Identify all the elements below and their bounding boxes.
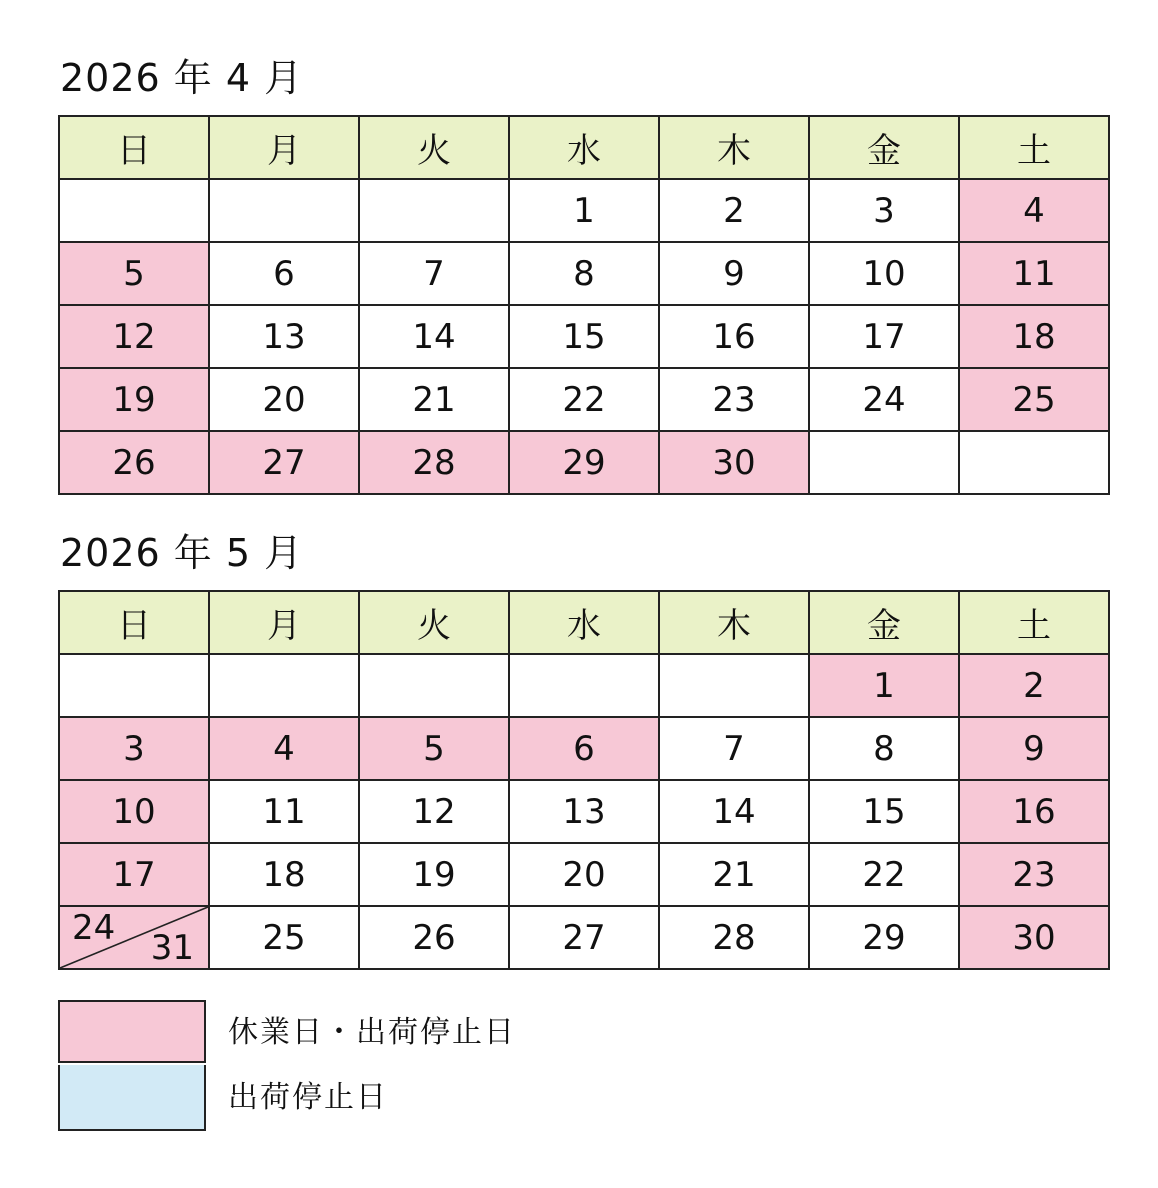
day-number-lower: 31	[150, 928, 194, 968]
day-cell: 18	[959, 305, 1109, 368]
day-cell: 8	[809, 717, 959, 780]
day-cell: 28	[359, 431, 509, 494]
day-cell: 14	[659, 780, 809, 843]
day-cell: 11	[209, 780, 359, 843]
legend-label-holiday: 休業日・出荷停止日	[228, 1015, 516, 1050]
day-cell: 15	[809, 780, 959, 843]
day-cell: 1	[809, 654, 959, 717]
week-row	[59, 431, 1109, 494]
week-row	[59, 368, 1109, 431]
week-row	[59, 717, 1109, 780]
weekday-header: 金	[809, 591, 959, 654]
week-row	[59, 843, 1109, 906]
week-row	[59, 179, 1109, 242]
day-cell	[659, 654, 809, 717]
legend-swatch-holiday	[58, 1000, 206, 1063]
day-cell: 6	[509, 717, 659, 780]
week-row	[59, 242, 1109, 305]
day-cell: 20	[509, 843, 659, 906]
day-cell: 4	[209, 717, 359, 780]
week-row	[59, 780, 1109, 843]
weekday-header: 木	[659, 591, 809, 654]
day-cell: 16	[959, 780, 1109, 843]
legend-swatch-shipping-stop	[58, 1065, 206, 1131]
day-cell: 9	[659, 242, 809, 305]
day-cell: 21	[659, 843, 809, 906]
day-cell: 27	[509, 906, 659, 969]
day-cell: 26	[359, 906, 509, 969]
day-cell: 8	[509, 242, 659, 305]
weekday-header: 木	[659, 116, 809, 179]
legend-label-shipping-stop: 出荷停止日	[228, 1080, 388, 1115]
weekday-header-row	[59, 116, 1109, 179]
day-cell: 7	[659, 717, 809, 780]
weekday-header: 日	[59, 591, 209, 654]
day-cell: 21	[359, 368, 509, 431]
day-cell	[959, 431, 1109, 494]
day-cell: 30	[959, 906, 1109, 969]
day-number-upper: 24	[72, 908, 116, 948]
split-day-cell	[59, 906, 209, 969]
weekday-header: 水	[509, 116, 659, 179]
month-title-april: 2026 年 4 月	[60, 56, 304, 100]
weekday-header: 月	[209, 116, 359, 179]
day-cell: 14	[359, 305, 509, 368]
day-cell: 12	[359, 780, 509, 843]
day-cell: 18	[209, 843, 359, 906]
day-cell: 17	[809, 305, 959, 368]
day-cell: 7	[359, 242, 509, 305]
weekday-header: 金	[809, 116, 959, 179]
day-cell: 30	[659, 431, 809, 494]
day-cell: 25	[209, 906, 359, 969]
day-cell: 15	[509, 305, 659, 368]
day-cell	[59, 179, 209, 242]
weekday-header: 日	[59, 116, 209, 179]
weekday-header: 土	[959, 591, 1109, 654]
day-cell: 1	[509, 179, 659, 242]
week-row	[59, 654, 1109, 717]
day-cell: 5	[359, 717, 509, 780]
day-cell: 22	[809, 843, 959, 906]
day-cell: 19	[359, 843, 509, 906]
week-row	[59, 906, 1109, 969]
day-cell: 28	[659, 906, 809, 969]
day-cell: 26	[59, 431, 209, 494]
day-cell	[59, 654, 209, 717]
day-cell: 24	[809, 368, 959, 431]
weekday-header: 水	[509, 591, 659, 654]
day-cell: 6	[209, 242, 359, 305]
weekday-header-row	[59, 591, 1109, 654]
day-cell: 10	[809, 242, 959, 305]
weekday-header: 火	[359, 116, 509, 179]
day-cell: 12	[59, 305, 209, 368]
day-cell: 16	[659, 305, 809, 368]
day-cell: 10	[59, 780, 209, 843]
day-cell: 19	[59, 368, 209, 431]
day-cell	[209, 179, 359, 242]
weekday-header: 火	[359, 591, 509, 654]
day-cell: 2	[659, 179, 809, 242]
day-cell: 23	[659, 368, 809, 431]
day-cell	[209, 654, 359, 717]
day-cell	[809, 431, 959, 494]
day-cell	[509, 654, 659, 717]
day-cell: 13	[209, 305, 359, 368]
month-title-may: 2026 年 5 月	[60, 531, 304, 575]
day-cell: 3	[59, 717, 209, 780]
day-cell: 20	[209, 368, 359, 431]
day-cell: 2	[959, 654, 1109, 717]
weekday-header: 月	[209, 591, 359, 654]
day-cell: 22	[509, 368, 659, 431]
day-cell: 9	[959, 717, 1109, 780]
day-cell: 27	[209, 431, 359, 494]
day-cell: 23	[959, 843, 1109, 906]
day-cell: 11	[959, 242, 1109, 305]
day-cell: 29	[509, 431, 659, 494]
day-cell: 25	[959, 368, 1109, 431]
day-cell: 5	[59, 242, 209, 305]
day-cell: 13	[509, 780, 659, 843]
day-cell: 17	[59, 843, 209, 906]
week-row	[59, 305, 1109, 368]
calendar-april	[58, 115, 1110, 495]
day-cell	[359, 654, 509, 717]
day-cell: 29	[809, 906, 959, 969]
day-cell: 4	[959, 179, 1109, 242]
day-cell	[359, 179, 509, 242]
day-cell: 3	[809, 179, 959, 242]
calendar-may	[58, 590, 1110, 970]
weekday-header: 土	[959, 116, 1109, 179]
